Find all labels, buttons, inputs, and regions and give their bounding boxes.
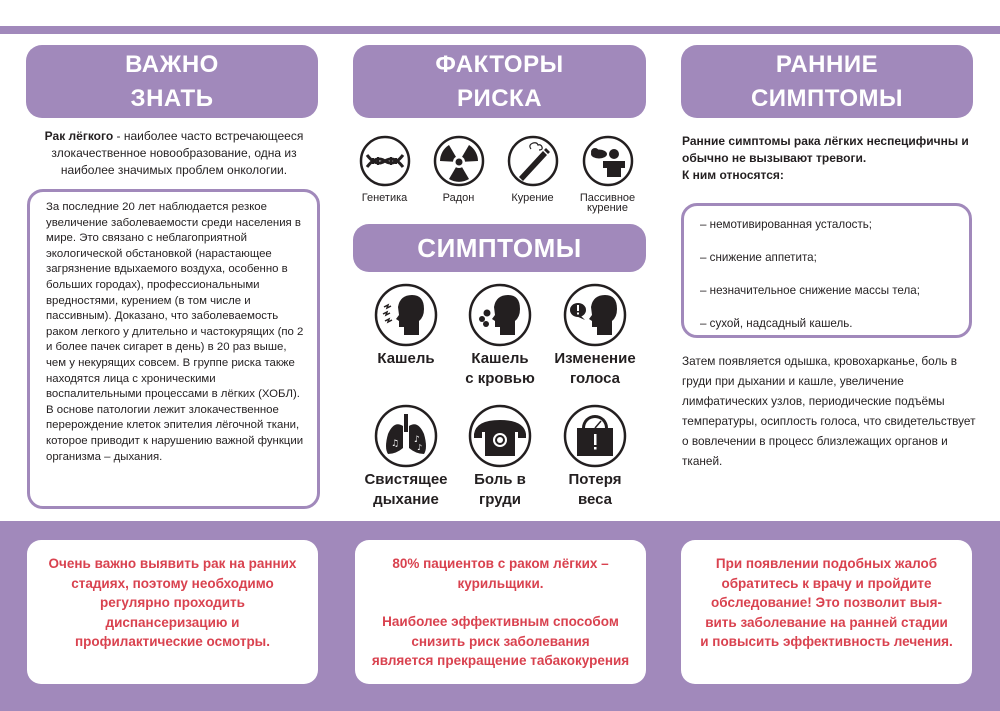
spacer [355, 593, 646, 612]
risk-factor-passive-smoking [570, 135, 645, 213]
list-item: – сухой, надсадный кашель. [700, 317, 853, 330]
early-symptoms-box [681, 203, 972, 338]
dna-icon [359, 135, 411, 187]
risk-factor-label: Пассивное курение [579, 192, 636, 214]
early-symptoms-list [700, 212, 969, 344]
symptom-label [545, 349, 645, 389]
lungs-wheeze-icon [374, 404, 438, 468]
svg-text:♫: ♫ [391, 439, 400, 449]
cigarette-icon [507, 135, 559, 187]
card-line: диспансеризацию и [105, 614, 240, 630]
symptom-label-line: дыхание [373, 491, 439, 508]
symptom-label-line: Изменение [554, 350, 636, 367]
card-line: снизить риск заболевания [411, 633, 590, 649]
symptom-chest-pain [450, 404, 550, 510]
risk-factor-genetics [347, 135, 422, 203]
intro-line: обычно не вызывают тревоги. [682, 151, 867, 165]
symptom-label-line: Боль в [474, 471, 526, 488]
header-early-symptoms [681, 45, 973, 118]
header-line: СИМПТОМЫ [750, 84, 904, 112]
intro-bold-term: Рак лёгкого [44, 129, 114, 143]
top-stripe [0, 26, 1000, 34]
symptom-weight-loss [545, 404, 645, 510]
card-line: профилактические осмотры. [75, 634, 270, 649]
symptom-cough-with-blood [450, 283, 550, 389]
see-doctor-card [681, 540, 972, 684]
list-item: – снижение аппетита; [700, 251, 817, 264]
header-line: СИМПТОМЫ [417, 233, 582, 263]
statistics-box [27, 189, 320, 509]
symptom-label-line: Кашель [377, 350, 435, 367]
voice-change-icon [563, 283, 627, 347]
early-symptoms-intro [682, 133, 982, 184]
list-item: – незначительное снижение массы тела; [700, 284, 920, 297]
card-line: Наиболее эффективным способом [382, 614, 619, 629]
symptom-label [545, 470, 645, 510]
symptom-label-line: с кровью [465, 370, 535, 387]
symptom-label-line: Свистящее [364, 471, 448, 488]
header-line: РАННИЕ [775, 50, 879, 78]
passive-smoking-icon [582, 135, 634, 187]
header-symptoms [353, 224, 646, 272]
card-line: Очень важно выявить рак на ранних [48, 556, 297, 571]
header-line: ЗНАТЬ [130, 84, 214, 112]
symptom-wheezing [356, 404, 456, 510]
card-line: 80% пациентов с раком лёгких – [392, 556, 609, 571]
header-important-to-know [26, 45, 318, 118]
symptom-label-line: голоса [569, 370, 620, 387]
card-line: обследование! Это позволит выя- [711, 595, 942, 610]
risk-factor-label: Генетика [361, 192, 408, 204]
cough-blood-icon [468, 283, 532, 347]
symptom-label [356, 470, 456, 510]
card-line: регулярно проходить [100, 595, 245, 610]
radiation-icon [433, 135, 485, 187]
card-line: курильщики. [457, 575, 544, 591]
header-line: РИСКА [456, 84, 543, 112]
chest-pain-icon [468, 404, 532, 468]
weight-loss-icon [563, 404, 627, 468]
statistics-paragraph: За последние 20 лет наблюдается резкое увеличение заболеваемости среди населения в мире. Это связано с неблагоприятной экологической обстановкой (нарастающее загрязнение вдыхаемого воздуха, особенно в больших городах), профессиональными вредностями, курением (в том числе и пассивным). Доказано, что заболеваемость раком легкого у длительно и частокурящих (по 2 и более пачек сигарет в день) в 20 раз выше, чем у некурящих совсем. В группе риска также находятся лица с хроническими воспалительными процессами в лёгких (ХОБЛ). [46, 201, 304, 401]
lung-cancer-intro [30, 128, 318, 179]
list-item: – немотивированная усталость; [700, 218, 873, 231]
header-line: ФАКТОРЫ [435, 50, 564, 78]
svg-text:♪: ♪ [417, 443, 423, 452]
intro-text: - наиболее часто встречающееся злокачественное новообразование, одна из наиболее значимых проблем онкологии. [51, 129, 304, 177]
risk-factor-label: Курение [511, 192, 554, 204]
risk-factors-row [355, 135, 655, 220]
symptom-label-line: Потеря [568, 471, 622, 488]
risk-factor-radon [421, 135, 496, 203]
symptom-cough [356, 283, 456, 369]
symptom-label-line: груди [479, 491, 521, 508]
risk-factor-label: Радон [442, 192, 475, 204]
card-line: является прекращение табакокурения [371, 653, 630, 668]
later-symptoms-text: Затем появляется одышка, кровохарканье, боль в груди при дыхании и кашле, увеличение лимфатических узлов, периодические подъёмы температуры, осиплость голоса, что свидетельствует о вовлечении в процесс близлежащих органов и тканей. [682, 354, 976, 468]
symptom-voice-change [545, 283, 645, 389]
symptom-label [450, 349, 550, 389]
card-line: стадиях, поэтому необходимо [71, 575, 274, 591]
card-line: При появлении подобных жалоб [715, 556, 938, 571]
symptom-label-line: Кашель [471, 350, 529, 367]
intro-line: Ранние симптомы рака лёгких неспецифичны и [682, 134, 969, 148]
risk-factor-smoking [495, 135, 570, 203]
smoking-statistics-card [355, 540, 646, 684]
header-risk-factors [353, 45, 646, 118]
svg-text:♪: ♪ [414, 435, 420, 445]
card-line: обратитесь к врачу и пройдите [721, 575, 932, 591]
pathology-paragraph: В основе патологии лежит злокачественное перерождение клеток эпителия лёгочной ткани, которое приводит к нарушению важной функции организма – дыхания. [46, 403, 304, 463]
symptom-label-line: веса [577, 491, 613, 508]
header-line: ВАЖНО [125, 50, 219, 78]
card-line: вить заболевание на ранней стадии [705, 614, 948, 630]
cough-icon [374, 283, 438, 347]
symptom-label [450, 470, 550, 510]
early-detection-card [27, 540, 318, 684]
card-line: и повысить эффективность лечения. [700, 634, 953, 649]
symptom-label [356, 349, 456, 369]
intro-line: К ним относятся: [682, 168, 784, 182]
